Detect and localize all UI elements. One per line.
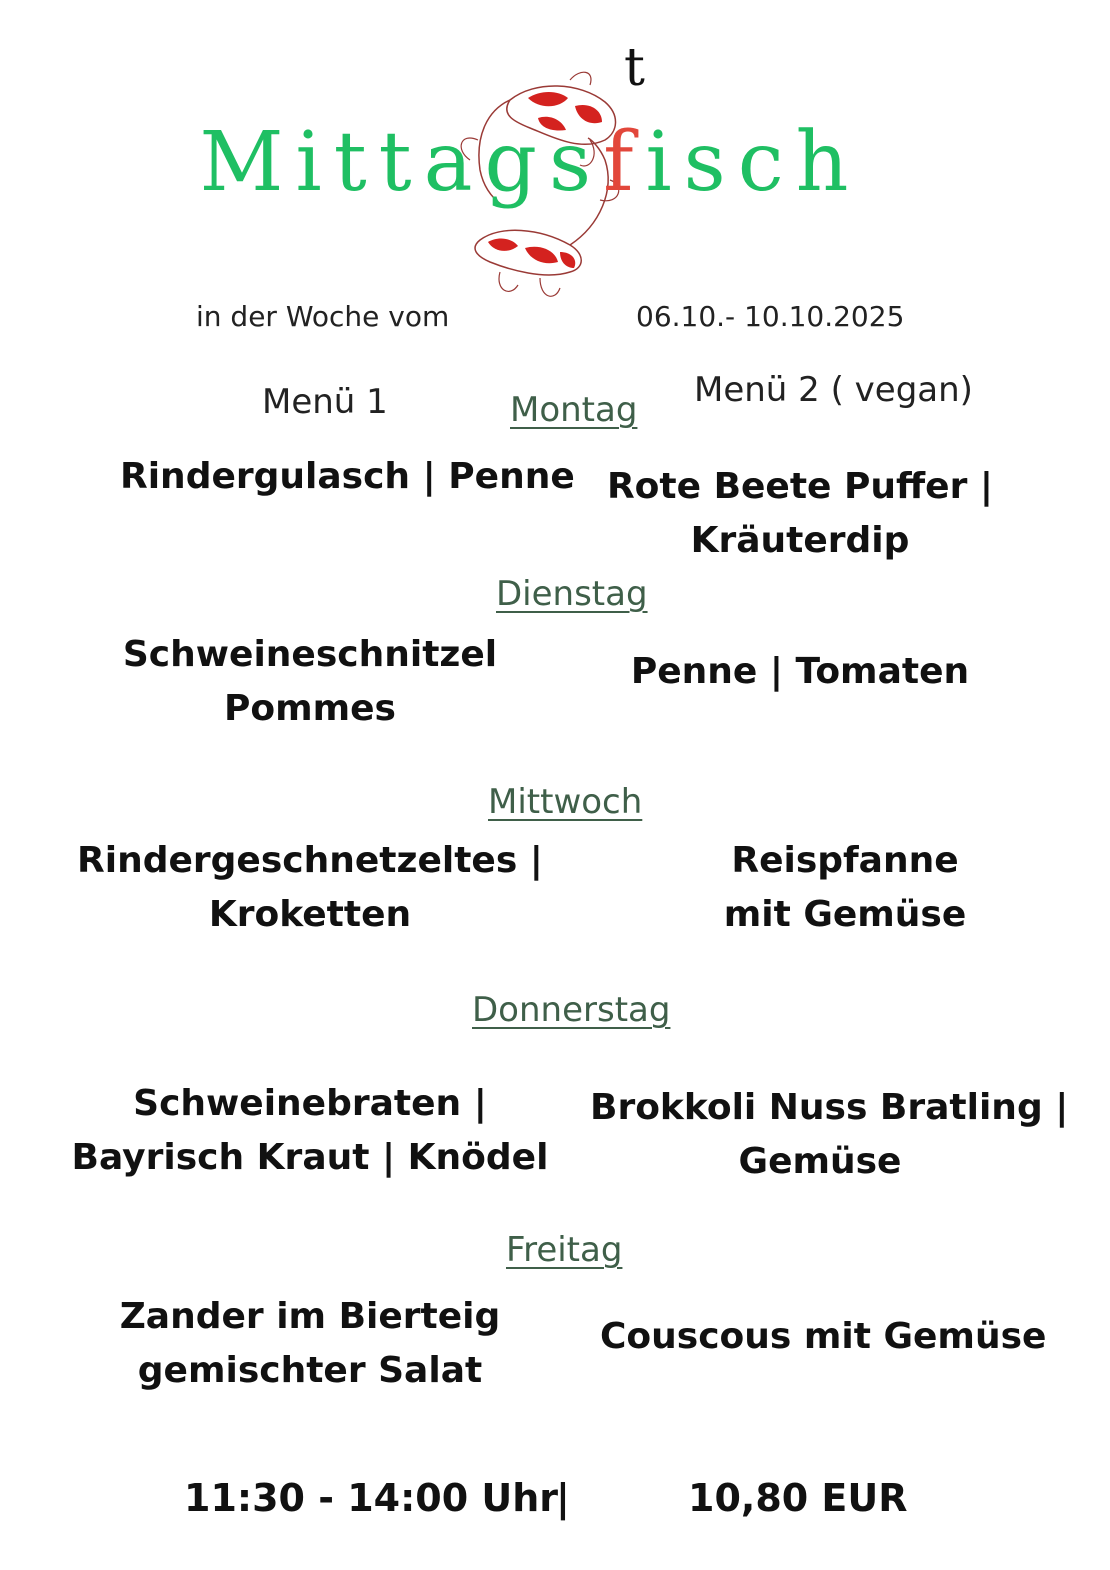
dish-line: Pommes	[224, 688, 396, 729]
title-part-2: isch	[645, 115, 861, 210]
dish-line: Kräuterdip	[690, 520, 910, 561]
dish-line: Schweinebraten |	[133, 1083, 487, 1124]
dish-donnerstag-menu1	[70, 1077, 550, 1185]
dish-montag-menu1	[120, 450, 575, 504]
menu2-heading: Menü 2 ( vegan)	[694, 370, 973, 410]
dish-dienstag-menu1	[110, 628, 510, 736]
dish-dienstag-menu2	[600, 645, 1000, 699]
dish-mittwoch-menu1	[70, 834, 550, 942]
title-accent-letter: f	[603, 115, 646, 210]
dish-donnerstag-menu2	[590, 1081, 1069, 1189]
dish-line: Brokkoli Nuss Bratling |	[590, 1087, 1069, 1128]
day-donnerstag: Donnerstag	[472, 990, 671, 1030]
small-mark: t	[624, 38, 645, 98]
dish-line: Reispfanne	[731, 840, 959, 881]
opening-hours: 11:30 - 14:00 Uhr	[184, 1476, 559, 1520]
dish-line: Rindergeschnetzeltes |	[77, 840, 543, 881]
day-mittwoch: Mittwoch	[488, 782, 643, 822]
title-part-1: Mittags	[199, 115, 604, 210]
dish-line: Zander im Bierteig	[119, 1296, 501, 1337]
week-label: in der Woche vom	[196, 300, 450, 333]
dish-line: Schweineschnitzel	[122, 634, 498, 675]
dish-line: Gemüse	[738, 1141, 902, 1182]
dish-freitag-menu2	[600, 1310, 1047, 1364]
dish-line: Kroketten	[208, 894, 412, 935]
day-montag: Montag	[510, 390, 638, 430]
menu1-heading: Menü 1	[262, 382, 388, 422]
dish-line: gemischter Salat	[137, 1350, 483, 1391]
price: 10,80 EUR	[688, 1476, 908, 1520]
dish-line: Couscous mit Gemüse	[600, 1316, 1047, 1357]
dish-line: Rote Beete Puffer |	[606, 466, 994, 507]
dish-line: Penne | Tomaten	[630, 651, 970, 692]
day-dienstag: Dienstag	[496, 574, 648, 614]
page-title	[170, 115, 890, 210]
dish-mittwoch-menu2	[650, 834, 1040, 942]
dish-line: mit Gemüse	[723, 894, 967, 935]
dish-line: Rindergulasch | Penne	[120, 456, 575, 497]
footer-separator: |	[556, 1476, 570, 1520]
dish-freitag-menu1	[100, 1290, 520, 1398]
day-freitag: Freitag	[506, 1230, 623, 1270]
week-dates: 06.10.- 10.10.2025	[636, 300, 905, 333]
dish-line: Bayrisch Kraut | Knödel	[71, 1137, 549, 1178]
dish-montag-menu2	[600, 460, 1000, 568]
